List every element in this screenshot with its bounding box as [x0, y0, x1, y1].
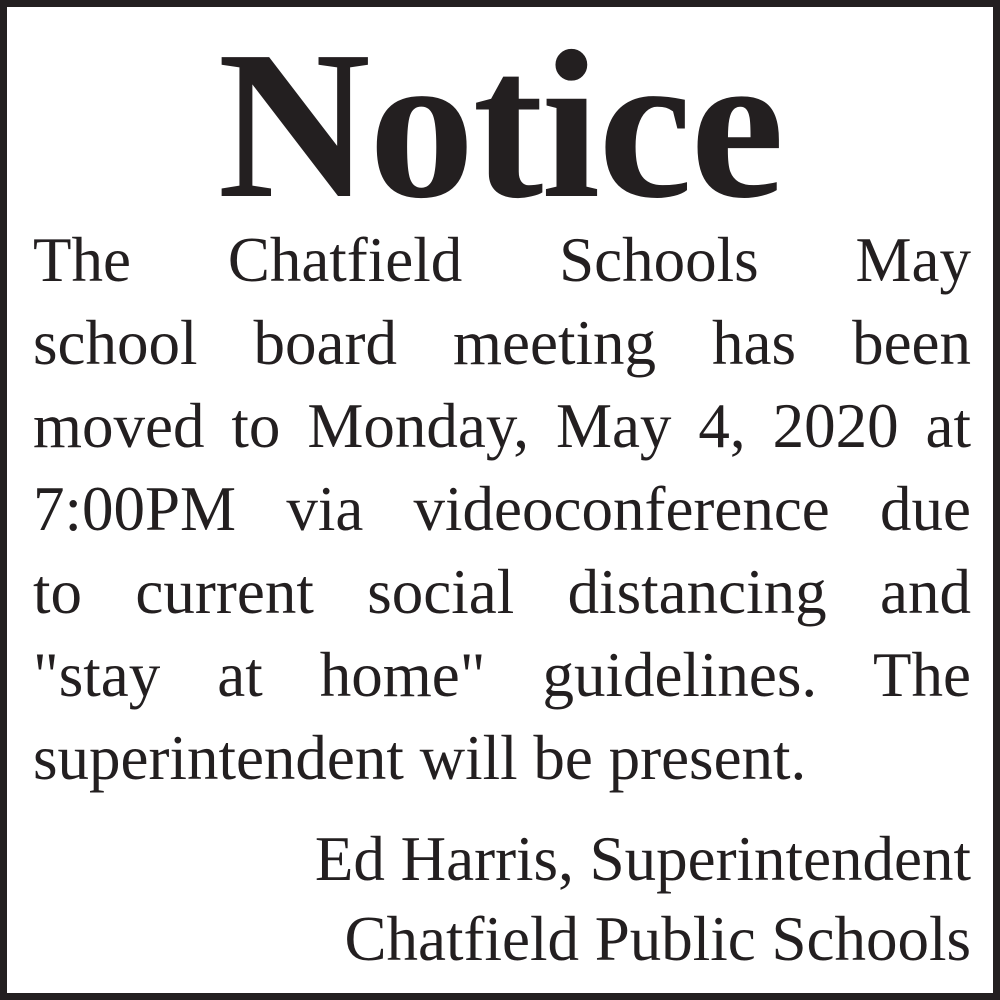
notice-body-line: to current social distancing and	[33, 557, 971, 627]
notice-body	[33, 219, 971, 800]
signature-block	[315, 819, 971, 979]
notice-body-line: The Chatfield Schools May	[33, 225, 971, 295]
signature-name-title: Ed Harris, Superintendent	[314, 824, 971, 894]
notice-title: Notice	[217, 7, 783, 242]
notice-body-line: 7:00PM via videoconference due	[33, 474, 971, 544]
notice-body-line: school board meeting has been	[33, 308, 971, 378]
notice-body-line: "stay at home" guidelines. The	[33, 640, 971, 710]
notice-body-line: moved to Monday, May 4, 2020 at	[33, 391, 971, 461]
signature-organization: Chatfield Public Schools	[344, 904, 971, 974]
notice-body-line: superintendent will be present.	[33, 723, 807, 793]
